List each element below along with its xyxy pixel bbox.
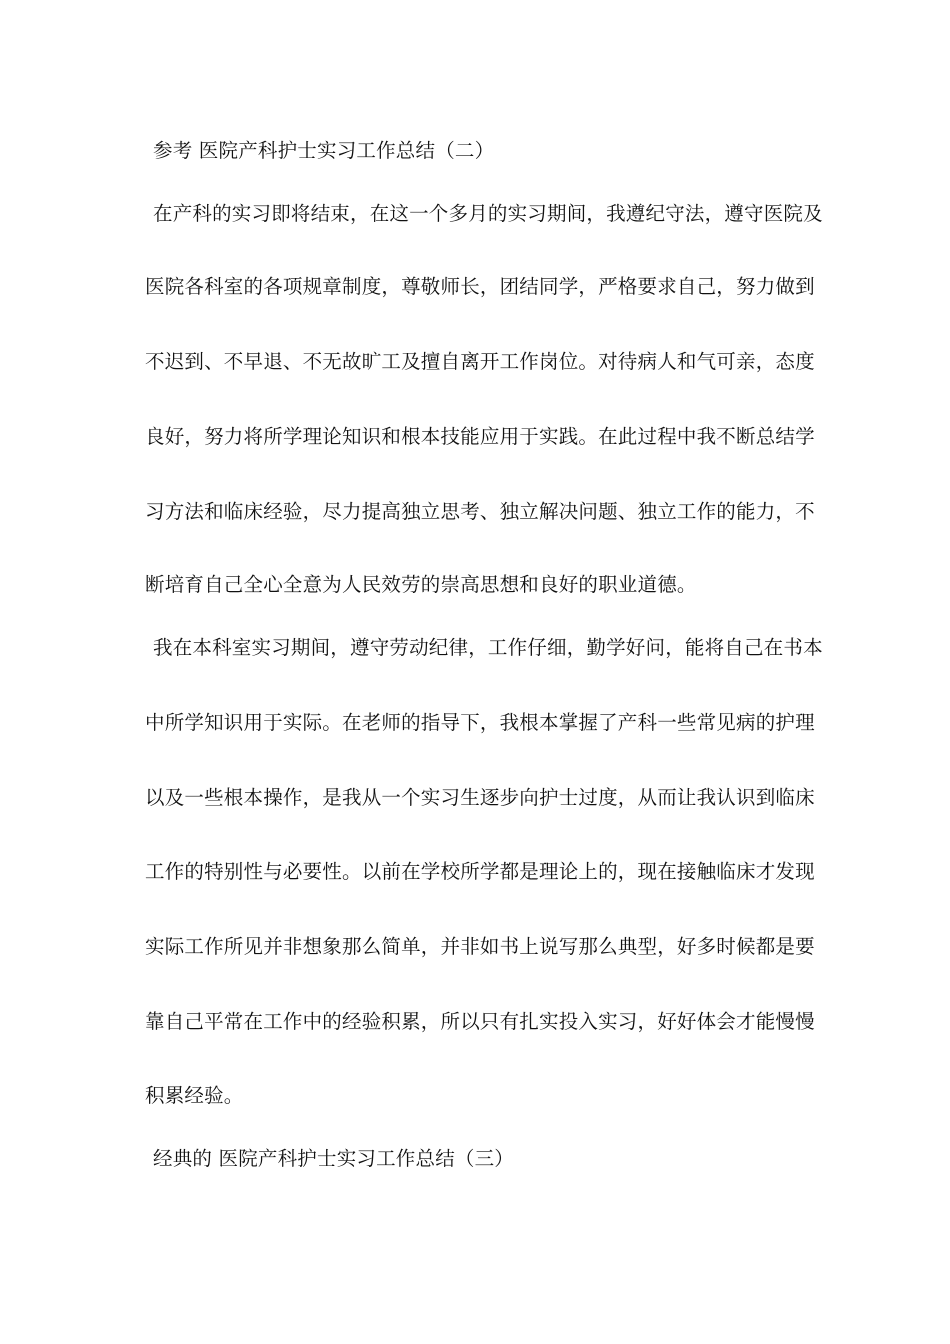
paragraph-1-line-6: 断培育自己全心全意为人民效劳的崇高思想和良好的职业道德。: [145, 573, 697, 596]
paragraph-2-line-1: 我在本科室实习期间，遵守劳动纪律，工作仔细，勤学好问，能将自己在书本: [153, 636, 823, 659]
paragraph-1-line-2: 医院各科室的各项规章制度，尊敬师长，团结同学，严格要求自己，努力做到: [145, 275, 815, 298]
paragraph-2-line-4: 工作的特别性与必要性。以前在学校所学都是理论上的，现在接触临床才发现: [145, 860, 815, 883]
paragraph-1-line-5: 习方法和临床经验，尽力提高独立思考、独立解决问题、独立工作的能力，不: [145, 500, 815, 523]
paragraph-2-line-7: 积累经验。: [145, 1084, 244, 1107]
paragraph-2-line-2: 中所学知识用于实际。在老师的指导下，我根本掌握了产科一些常见病的护理: [145, 711, 815, 734]
paragraph-2-line-5: 实际工作所见并非想象那么简单，并非如书上说写那么典型，好多时候都是要: [145, 935, 815, 958]
paragraph-1-line-4: 良好，努力将所学理论知识和根本技能应用于实践。在此过程中我不断总结学: [145, 425, 815, 448]
paragraph-2-line-6: 靠自己平常在工作中的经验积累，所以只有扎实投入实习，好好体会才能慢慢: [145, 1010, 815, 1033]
section-heading-3: 经典的 医院产科护士实习工作总结（三）: [153, 1147, 514, 1170]
paragraph-1-line-1: 在产科的实习即将结束，在这一个多月的实习期间，我遵纪守法，遵守医院及: [153, 202, 823, 225]
paragraph-2-line-3: 以及一些根本操作，是我从一个实习生逐步向护士过度，从而让我认识到临床: [145, 786, 815, 809]
section-heading-2: 参考 医院产科护士实习工作总结（二）: [153, 139, 495, 162]
paragraph-1-line-3: 不迟到、不早退、不无故旷工及擅自离开工作岗位。对待病人和气可亲，态度: [145, 350, 815, 373]
